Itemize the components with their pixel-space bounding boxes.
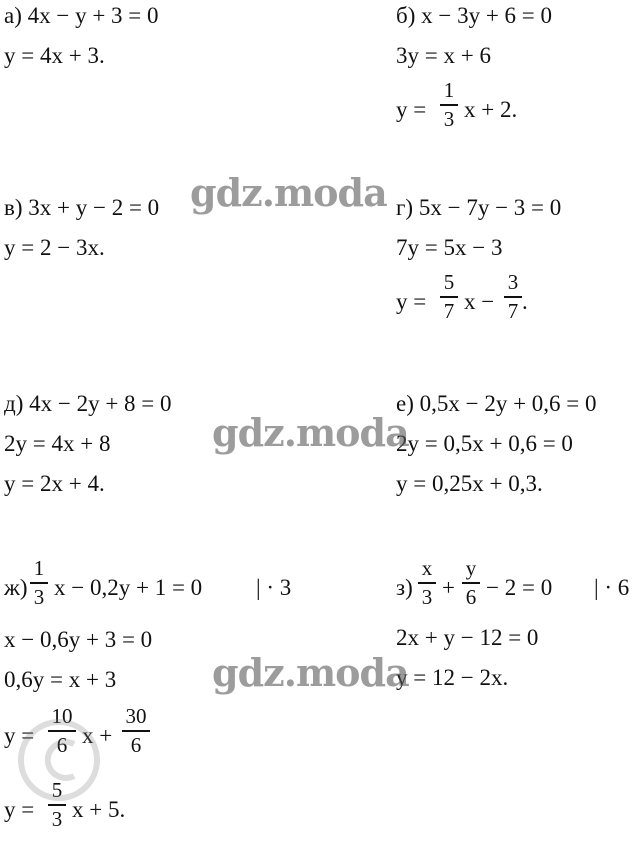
eq-b-line3-pre: y =: [396, 97, 427, 122]
eq-e-line2: 2y = 0,5x + 0,6 = 0: [396, 431, 573, 456]
copyright-icon: [14, 700, 124, 810]
eq-zh-line1-post: x − 0,2y + 1 = 0: [54, 575, 203, 600]
eq-zh-line4-mid: x +: [82, 723, 113, 748]
fraction-numerator: x: [421, 556, 433, 580]
eq-zh-line2: x − 0,6y + 3 = 0: [4, 627, 153, 652]
eq-zh-line5-post: x + 5.: [72, 797, 126, 822]
eq-z-line2: 2x + y − 12 = 0: [396, 625, 539, 650]
eq-g-line3-mid: x −: [464, 289, 495, 314]
fraction-numerator: 3: [507, 270, 519, 294]
fraction-numerator: 1: [33, 556, 45, 580]
eq-b-line3-post: x + 2.: [464, 97, 518, 122]
eq-zh-multiplier: | · 3: [256, 575, 292, 600]
eq-b-line1: б) x − 3y + 6 = 0: [396, 3, 553, 28]
eq-z-plus: +: [442, 575, 455, 600]
fraction-denominator: 3: [443, 106, 455, 131]
eq-e-line3: y = 0,25x + 0,3.: [396, 471, 543, 496]
fraction-denominator: 3: [33, 584, 45, 609]
eq-zh-line5-pre: y =: [4, 797, 35, 822]
eq-b-fraction: [440, 80, 458, 130]
eq-z-line3: y = 12 − 2x.: [396, 665, 509, 690]
fraction-bar: [30, 582, 48, 584]
fraction-numerator: 1: [443, 78, 455, 102]
eq-z-fraction-1: [418, 558, 436, 608]
eq-z-label: з): [396, 575, 413, 600]
eq-zh-label: ж): [4, 575, 28, 600]
eq-d-line3: y = 2x + 4.: [4, 471, 105, 496]
fraction-bar: [122, 730, 150, 732]
eq-g-line1: г) 5x − 7y − 3 = 0: [396, 195, 562, 220]
eq-zh-fraction-1: [30, 558, 48, 608]
fraction-bar: [440, 296, 458, 298]
fraction-bar: [440, 104, 458, 106]
eq-d-line1: д) 4x − 2y + 8 = 0: [4, 391, 172, 416]
eq-z-fraction-2: [462, 558, 480, 608]
eq-e-line1: е) 0,5x − 2y + 0,6 = 0: [396, 391, 597, 416]
fraction-denominator: 6: [130, 732, 142, 757]
eq-zh-fraction-3: [122, 706, 150, 756]
watermark-logo: gdz.moda: [190, 170, 387, 215]
fraction-denominator: 7: [443, 298, 455, 323]
eq-g-line2: 7y = 5x − 3: [396, 235, 503, 260]
fraction-denominator: 6: [465, 584, 477, 609]
eq-g-fraction-1: [440, 272, 458, 322]
fraction-denominator: 7: [507, 298, 519, 323]
eq-v-line1: в) 3x + y − 2 = 0: [4, 195, 160, 220]
eq-g-line3-pre: y =: [396, 289, 427, 314]
eq-a-line2: y = 4x + 3.: [4, 43, 105, 68]
eq-v-line2: y = 2 − 3x.: [4, 235, 105, 260]
watermark-logo: gdz.moda: [212, 410, 409, 455]
fraction-bar: [504, 296, 522, 298]
fraction-numerator: 30: [125, 704, 147, 728]
fraction-bar: [462, 582, 480, 584]
fraction-numerator: 10: [51, 704, 73, 728]
fraction-denominator: 3: [51, 806, 63, 831]
fraction-denominator: 6: [56, 732, 68, 757]
fraction-numerator: 5: [51, 778, 63, 802]
fraction-denominator: 3: [421, 584, 433, 609]
eq-g-line3-post: .: [522, 289, 528, 314]
fraction-numerator: y: [465, 556, 477, 580]
eq-a-line1: а) 4x − y + 3 = 0: [4, 3, 159, 28]
eq-g-fraction-2: [504, 272, 522, 322]
eq-z-line1-post: − 2 = 0: [486, 575, 553, 600]
eq-z-multiplier: | · 6: [594, 575, 630, 600]
eq-zh-line3: 0,6y = x + 3: [4, 667, 117, 692]
eq-d-line2: 2y = 4x + 8: [4, 431, 111, 456]
watermark-logo: gdz.moda: [212, 650, 409, 695]
fraction-bar: [418, 582, 436, 584]
eq-b-line2: 3y = x + 6: [396, 43, 491, 68]
eq-zh-line4-pre: y =: [4, 723, 35, 748]
fraction-numerator: 5: [443, 270, 455, 294]
